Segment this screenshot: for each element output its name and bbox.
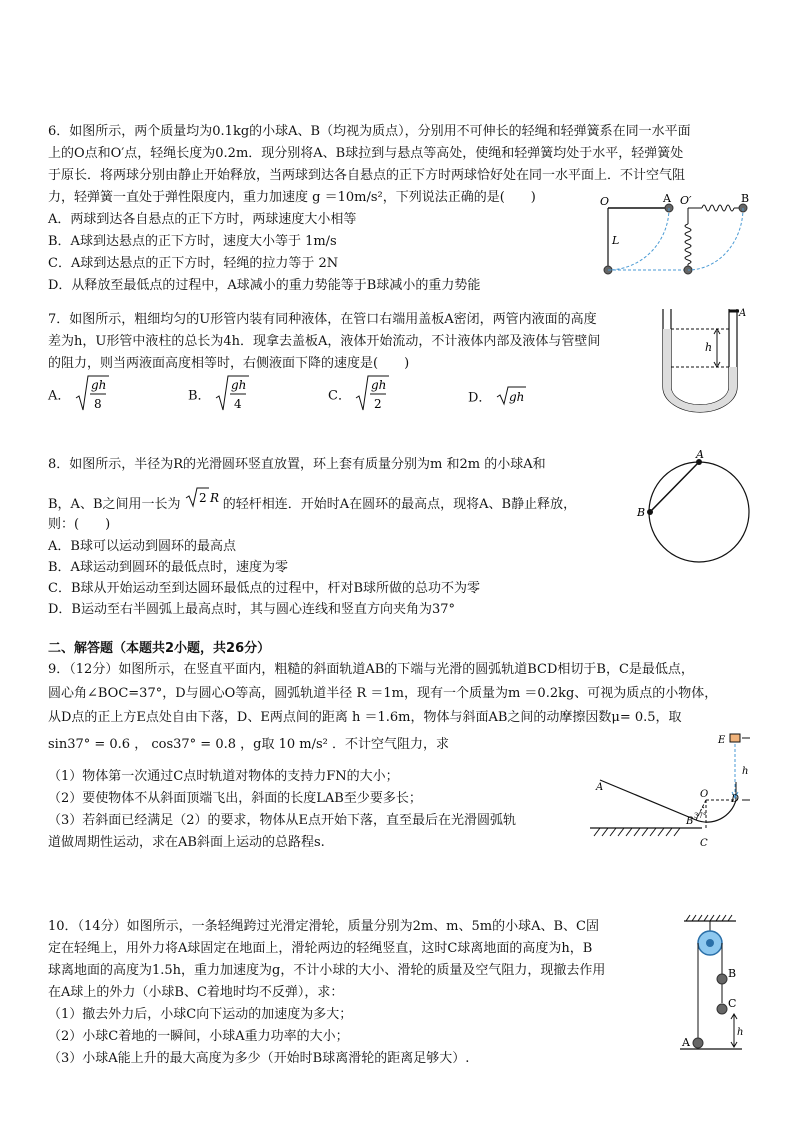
q9-figure [590,732,760,852]
q8-line: 则：( ) [48,517,111,532]
q9-subquestion: 道做周期性运动，求在AB斜面上运动的总路程s. [48,835,325,850]
q7-fig-label-A: A [739,308,747,319]
q9-fig-label-A: A [596,782,604,793]
q7-den: 2 [374,397,382,411]
q10-fig-label-B: B [728,967,737,980]
q8-option: D．B运动至右半圆弧上最高点时，其与圆心连线和竖直方向夹角为37° [48,602,456,617]
q6-line: 6．如图所示，两个质量均为0.1kg的小球A、B（均视为质点），分别用不可伸长的轻绳和轻弹簧系在同一水平面 [48,124,691,139]
q6-figure [590,190,770,290]
radical-icon [75,374,109,414]
q9-subquestion: （2）要使物体不从斜面顶端飞出，斜面的长度LAB至少要多长； [48,791,422,806]
q6-fig-label-O: O [600,195,610,208]
q9-fig-label-D: D [731,794,740,805]
q7-option-a [48,374,109,414]
radical-icon [185,486,219,508]
q8-line [48,486,576,514]
q8-fig-label-A: A [696,448,704,461]
q8-option: A．B球可以运动到圆环的最高点 [48,539,236,554]
q7-num: gh [90,378,106,392]
q9-subquestion: （3）若斜面已经满足（2）的要求，物体从E点开始下落，直至最后在光滑圆弧轨 [48,813,517,828]
q7-line: 差为h，U形管中液柱的总长为4h．现拿去盖板A，液体开始流动，不计液体内部及液体与管壁间 [48,334,601,349]
q6-fig-label-L: L [612,234,620,247]
q9-fig-label-h: h [742,766,749,777]
q8-radius: R [209,491,219,505]
q6-line: 力，轻弹簧一直处于弹性限度内，重力加速度 g ＝10m/s²，下列说法正确的是( ) [48,190,536,205]
q9-fig-label-E: E [718,735,726,746]
q6-fig-label-A: A [663,192,671,205]
q6-fig-label-O2: O′ [680,194,692,207]
q10-figure [680,913,750,1063]
q10-line: 10．（14分）如图所示，一条轻绳跨过光滑定滑轮，质量分别为2m、m、5m的小球A、B、C固 [48,919,599,934]
q6-line: 上的O点和O′点，轻绳长度为0.2m．现分别将A、B球拉到与悬点等高处，使绳和轻弹簧均处于水平，轻弹簧处 [48,146,684,161]
q7-num: gh [230,378,247,392]
q7-num: gh [371,378,387,392]
q6-line: 于原长．将两球分别由静止开始释放，当两球到达各自悬点的正下方时两球恰好处在同一水平面上．不计空气阻 [48,168,686,183]
option-label: D． [468,390,492,406]
q7-line: 的阻力，则当两液面高度相等时，右侧液面下降的速度是( ) [48,356,410,371]
option-label: A． [48,388,71,404]
q7-fig-label-h: h [705,341,713,354]
q6-option: C．A球到达悬点的正下方时，轻绳的拉力等于 2N [48,256,339,271]
q6-option: D．从释放至最低点的过程中，A球减小的重力势能等于B球减小的重力势能 [48,278,481,293]
q10-fig-label-h: h [737,1027,744,1038]
q10-subquestion: （1）撤去外力后，小球C向下运动的加速度为多大； [48,1007,353,1022]
q9-fig-label-C: C [700,838,708,849]
q10-line: 在A球上的外力（小球B、C着地时均不反弹），求： [48,985,344,1000]
q10-subquestion: （3）小球A能上升的最大高度为多少（开始时B球离滑轮的距离足够大）. [48,1051,470,1066]
q6-fig-label-B: B [741,192,750,205]
q6-option: A．两球到达各自悬点的正下方时，两球速度大小相等 [48,212,357,227]
q10-subquestion: （2）小球C着地的一瞬间，小球A重力功率的大小； [48,1029,349,1044]
q9-line: 圆心角∠BOC=37°，D与圆心O等高，圆弧轨道半径 R ＝1m，现有一个质量为m ＝0.2kg、可视为质点的小物体， [48,686,718,701]
q7-option-d [468,386,526,406]
q7-num: gh [508,390,524,404]
q7-den: 4 [233,397,242,411]
q9-fig-label-B: B [686,816,694,827]
q8-option: C．B球从开始运动至到达圆环最低点的过程中，杆对B球所做的总功不为零 [48,581,481,596]
radical-icon [215,374,249,414]
q9-line: 9．（12分）如图所示，在竖直平面内，粗糙的斜面轨道AB的下端与光滑的圆弧轨道BCD相切于B，C是最低点， [48,662,694,677]
q9-subquestion: （1）物体第一次通过C点时轨道对物体的支持力FN的大小； [48,769,399,784]
q7-line: 7．如图所示，粗细均匀的U形管内装有同种液体，在管口右端用盖板A密闭，两管内液面的高度 [48,312,597,327]
q10-line: 球离地面的高度为1.5h，重力加速度为g，不计小球的大小、滑轮的质量及空气阻力，现撤去作用 [48,963,606,978]
radical-icon [496,386,526,406]
q10-fig-label-A: A [682,1036,690,1049]
q7-den: 8 [93,397,102,411]
option-label: C． [328,388,351,404]
q8-line: 8．如图所示，半径为R的光滑圆环竖直放置，环上套有质量分别为m 和2m 的小球A和 [48,457,546,472]
q10-fig-label-C: C [728,997,737,1010]
q8-option: B．A球运动到圆环的最低点时，速度为零 [48,560,288,575]
q7-option-b [188,374,249,414]
q7-option-c [328,374,389,414]
q8-line2-text: 的轻杆相连．开始时A在圆环的最高点，现将A、B静止释放， [222,497,577,512]
option-label: B． [188,388,211,404]
q9-line: 从D点的正上方E点处自由下落，D、E两点间的距离 h ＝1.6m，物体与斜面AB之间的动摩擦因数μ= 0.5，取 [48,710,682,725]
q10-line: 定在轻绳上，用外力将A球固定在地面上，滑轮两边的轻绳竖直，这时C球离地面的高度为h，B [48,941,593,956]
q8-radicand: 2 [198,491,207,505]
q6-option: B．A球到达悬点的正下方时，速度大小等于 1m/s [48,234,337,249]
q9-line: sin37° = 0.6 ， cos37° = 0.8 ，g取 10 m/s² ．不计空气阻力，求 [48,737,449,752]
q8-figure [637,448,755,568]
section-heading: 二、解答题（本题共2小题，共26分） [48,641,271,656]
q8-line2-text: B，A、B之间用一长为 [48,497,181,512]
radical-icon [355,374,389,414]
q9-fig-label-O: O [700,789,709,800]
q8-fig-label-B: B [637,506,646,519]
q7-figure [655,307,745,417]
q9-fig-label-angle: 37° [694,812,707,820]
